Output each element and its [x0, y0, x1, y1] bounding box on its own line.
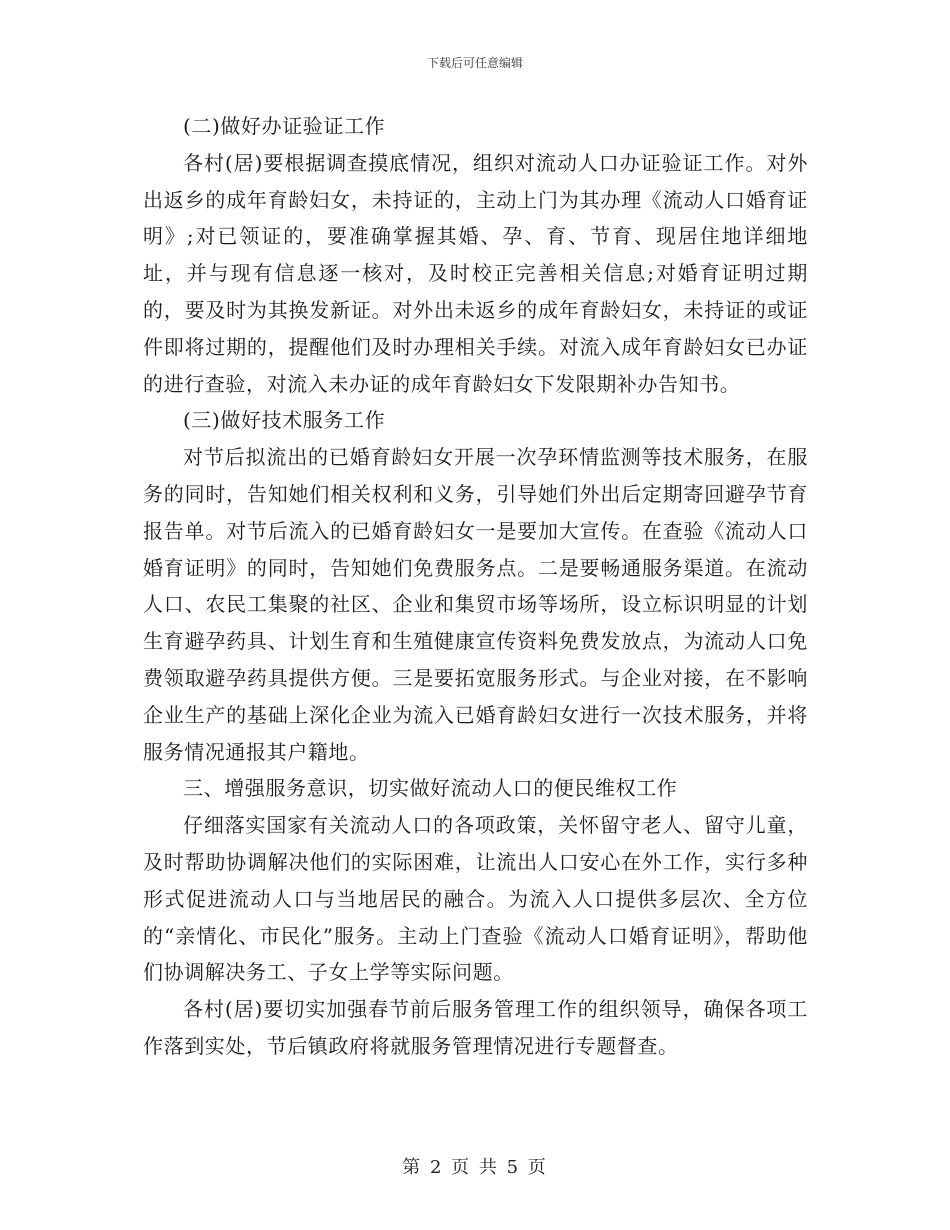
document-body [143, 108, 808, 1065]
body-paragraph: 各村(居)要根据调查摸底情况，组织对流动人口办证验证工作。对外出返乡的成年育龄妇女，未持证的，主动上门为其办理《流动人口婚育证明》;对已领证的，要准确掌握其婚、孕、育、节育、现居住地详细地址，并与现有信息逐一核对，及时校正完善相关信息;对婚育证明过期的，要及时为其换发新证。对外出未返乡的成年育龄妇女，未持证的或证件即将过期的，提醒他们及时办理相关手续。对流入成年育龄妇女已办证的进行查验，对流入未办证的成年育龄妇女下发限期补办告知书。 [143, 150, 808, 396]
section-heading-2: (二)做好办证验证工作 [183, 114, 386, 138]
section-heading-3: (三)做好技术服务工作 [183, 408, 386, 433]
body-paragraph: 各村(居)要切实加强春节前后服务管理工作的组织领导，确保各项工作落到实处，节后镇政府将就服务管理情况进行专题督查。 [143, 997, 808, 1058]
body-paragraph: 仔细落实国家有关流动人口的各项政策，关怀留守老人、留守儿童，及时帮助协调解决他们的实际困难，让流出人口安心在外工作，实行多种形式促进流动人口与当地居民的融合。为流入人口提供多层次、全方位的“亲情化、市民化”服务。主动上门查验《流动人口婚育证明》，帮助他们协调解决务工、子女上学等实际问题。 [143, 813, 808, 985]
section-heading-main-3: 三、增强服务意识，切实做好流动人口的便民维权工作 [183, 776, 678, 801]
page-number-footer: 第 2 页 共 5 页 [402, 1157, 548, 1178]
body-paragraph: 对节后拟流出的已婚育龄妇女开展一次孕环情监测等技术服务，在服务的同时，告知她们相关权利和义务，引导她们外出后定期寄回避孕节育报告单。对节后流入的已婚育龄妇女一是要加大宣传。在查验《流动人口婚育证明》的同时，告知她们免费服务点。二是要畅通服务渠道。在流动人口、农民工集聚的社区、企业和集贸市场等场所，设立标识明显的计划生育避孕药具、计划生育和生殖健康宣传资料免费发放点，为流动人口免费领取避孕药具提供方便。三是要拓宽服务形式。与企业对接，在不影响企业生产的基础上深化企业为流入已婚育龄妇女进行一次技术服务，并将服务情况通报其户籍地。 [143, 445, 808, 764]
page-header: 下载后可任意编辑 [426, 56, 523, 70]
